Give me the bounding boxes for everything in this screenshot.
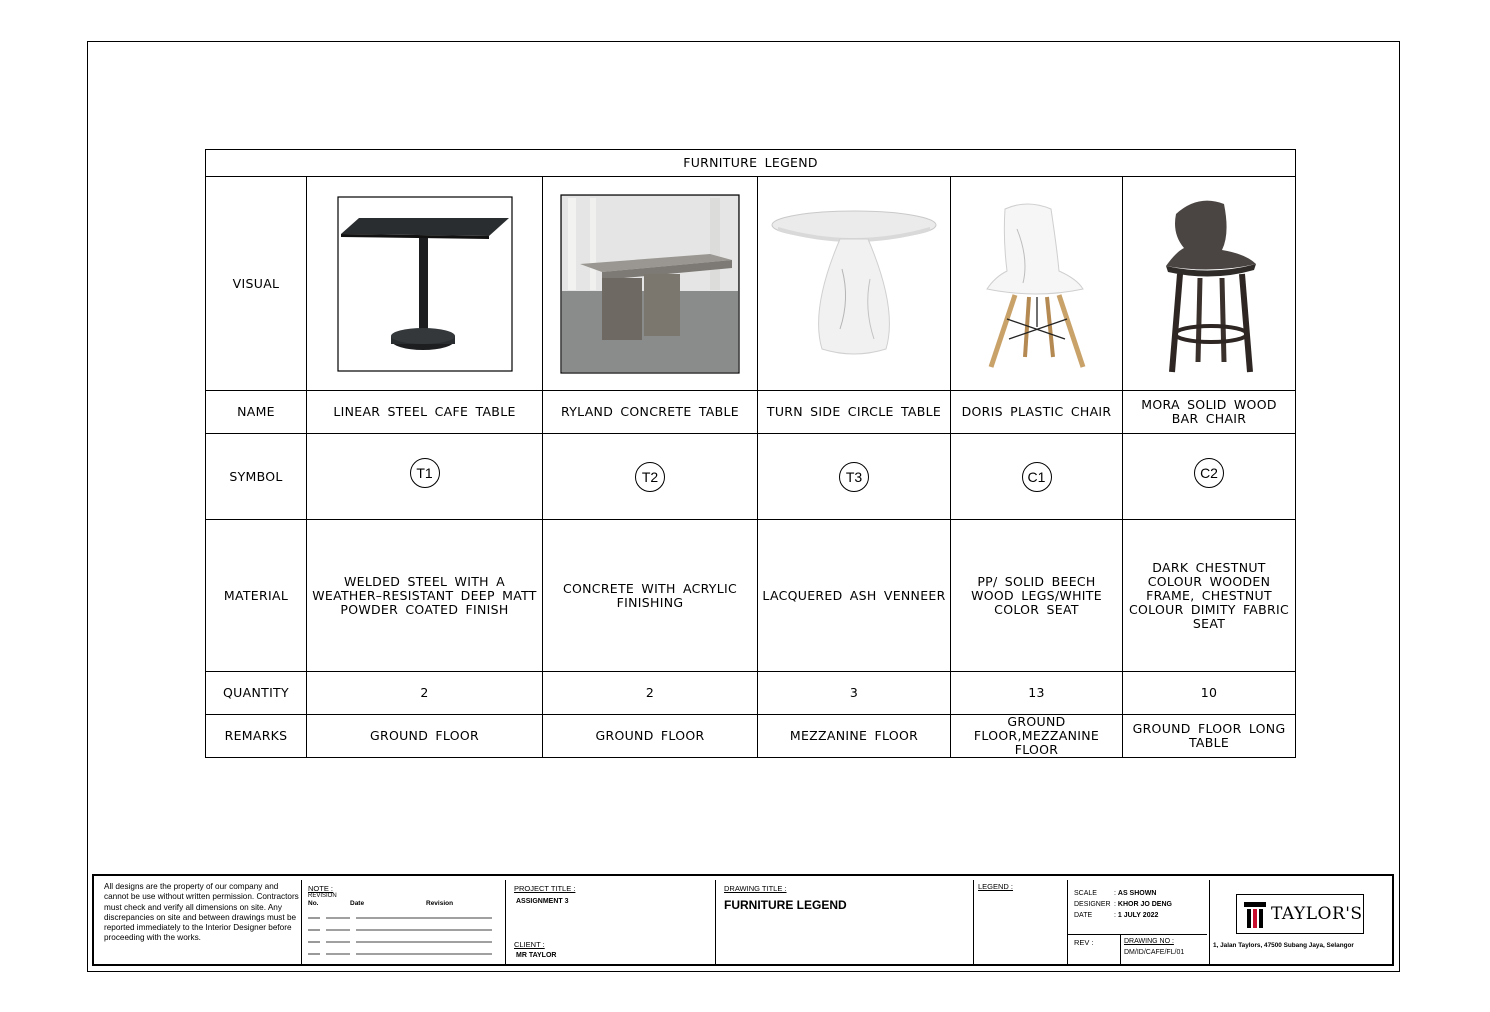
visual-plastic-chair	[951, 177, 1123, 391]
visual-steel-cafe-table	[307, 177, 543, 391]
name-cell: LINEAR STEEL CAFE TABLE	[307, 391, 543, 434]
symbol-cell	[543, 434, 758, 520]
scale-value: AS SHOWN	[1117, 890, 1157, 897]
row-label-material: MATERIAL	[206, 520, 307, 672]
date-label: DATE	[1074, 912, 1093, 919]
visual-turn-side-table	[758, 177, 951, 391]
row-label-symbol: SYMBOL	[206, 434, 307, 520]
row-label-visual: VISUAL	[206, 177, 307, 391]
material-cell: LACQUERED ASH VENNEER	[758, 520, 951, 672]
scale-label: SCALE	[1074, 890, 1097, 897]
row-label-quantity: QUANTITY	[206, 672, 307, 715]
symbol-cell	[1123, 434, 1296, 520]
name-cell: RYLAND CONCRETE TABLE	[543, 391, 758, 434]
date-value: 1 JULY 2022	[1117, 912, 1159, 919]
quantity-cell: 2	[543, 672, 758, 715]
note-label: NOTE :	[308, 884, 334, 893]
title-block	[92, 874, 1394, 966]
name-cell: DORIS PLASTIC CHAIR	[951, 391, 1123, 434]
symbol-badge: T3	[839, 462, 869, 492]
scale-section: SCALE : AS SHOWN DESIGNER : KHOR JO DENG DATE : 1 JULY 2022 REV : DRAWING NO : DM/ID/CAFE/FL/01	[1067, 880, 1207, 964]
name-cell: MORA SOLID WOOD BAR CHAIR	[1123, 391, 1296, 434]
notes-section	[301, 880, 501, 964]
company-section	[1209, 880, 1392, 964]
symbol-cell	[951, 434, 1123, 520]
designer-value: KHOR JO DENG	[1117, 901, 1172, 908]
rev-label: REV :	[1074, 938, 1094, 947]
drawing-title-section	[715, 880, 971, 964]
client-label: CLIENT :	[514, 940, 545, 949]
visual-bar-chair	[1123, 177, 1296, 391]
project-title: ASSIGNMENT 3	[516, 898, 569, 905]
disclaimer-text: All designs are the property of our company and cannot be use without written permission. Contractors must check and verify all dimensions on site. Any discrepancies on site and between drawings must be reported immediately to the Interior Designer before proceeding with the works.	[104, 882, 299, 943]
drawing-title-label: DRAWING TITLE :	[724, 884, 787, 893]
quantity-cell: 2	[307, 672, 543, 715]
row-label-name: NAME	[206, 391, 307, 434]
legend-section	[973, 880, 1065, 964]
drawing-title: FURNITURE LEGEND	[724, 898, 847, 912]
quantity-cell: 10	[1123, 672, 1296, 715]
quantity-cell: 13	[951, 672, 1123, 715]
logo-text: TAYLOR'S	[1271, 904, 1363, 924]
visual-row	[206, 177, 1296, 391]
furniture-legend-table	[205, 149, 1296, 758]
drawing-no-label: DRAWING NO :	[1124, 938, 1174, 945]
symbol-badge: T2	[635, 462, 665, 492]
material-cell: WELDED STEEL WITH A WEATHER–RESISTANT DEEP MATT POWDER COATED FINISH	[307, 520, 543, 672]
visual-concrete-table	[543, 177, 758, 391]
client-name: MR TAYLOR	[516, 952, 557, 959]
symbol-badge: C1	[1022, 462, 1052, 492]
revision-label: REVISION	[308, 893, 337, 899]
pillar-logo-icon	[1243, 901, 1267, 929]
symbol-cell	[307, 434, 543, 520]
remarks-cell: GROUND FLOOR	[543, 715, 758, 758]
symbol-badge: C2	[1194, 458, 1224, 488]
revision-lines	[306, 912, 498, 962]
company-logo	[1236, 894, 1364, 934]
material-cell: PP/ SOLID BEECH WOOD LEGS/WHITE COLOR SEAT	[951, 520, 1123, 672]
quantity-cell: 3	[758, 672, 951, 715]
project-section	[505, 880, 713, 964]
rev-revision-label: Revision	[426, 900, 454, 907]
remarks-cell: GROUND FLOOR LONG TABLE	[1123, 715, 1296, 758]
row-label-remarks: REMARKS	[206, 715, 307, 758]
drawing-no: DM/ID/CAFE/FL/01	[1124, 949, 1185, 956]
symbol-cell	[758, 434, 951, 520]
rev-date-label: Date	[350, 900, 365, 907]
material-cell: DARK CHESTNUT COLOUR WOODEN FRAME, CHESTNUT COLOUR DIMITY FABRIC SEAT	[1123, 520, 1296, 672]
legend-title: FURNITURE LEGEND	[206, 150, 1296, 177]
remarks-cell: GROUND FLOOR,MEZZANINE FLOOR	[951, 715, 1123, 758]
project-title-label: PROJECT TITLE :	[514, 884, 576, 893]
material-cell: CONCRETE WITH ACRYLIC FINISHING	[543, 520, 758, 672]
company-address: 1, Jalan Taylors, 47500 Subang Jaya, Selangor	[1213, 942, 1354, 949]
rev-no-label: No.	[308, 900, 319, 907]
remarks-cell: MEZZANINE FLOOR	[758, 715, 951, 758]
legend-label: LEGEND :	[978, 882, 1014, 891]
remarks-cell: GROUND FLOOR	[307, 715, 543, 758]
name-cell: TURN SIDE CIRCLE TABLE	[758, 391, 951, 434]
symbol-badge: T1	[410, 458, 440, 488]
designer-label: DESIGNER	[1074, 901, 1111, 908]
